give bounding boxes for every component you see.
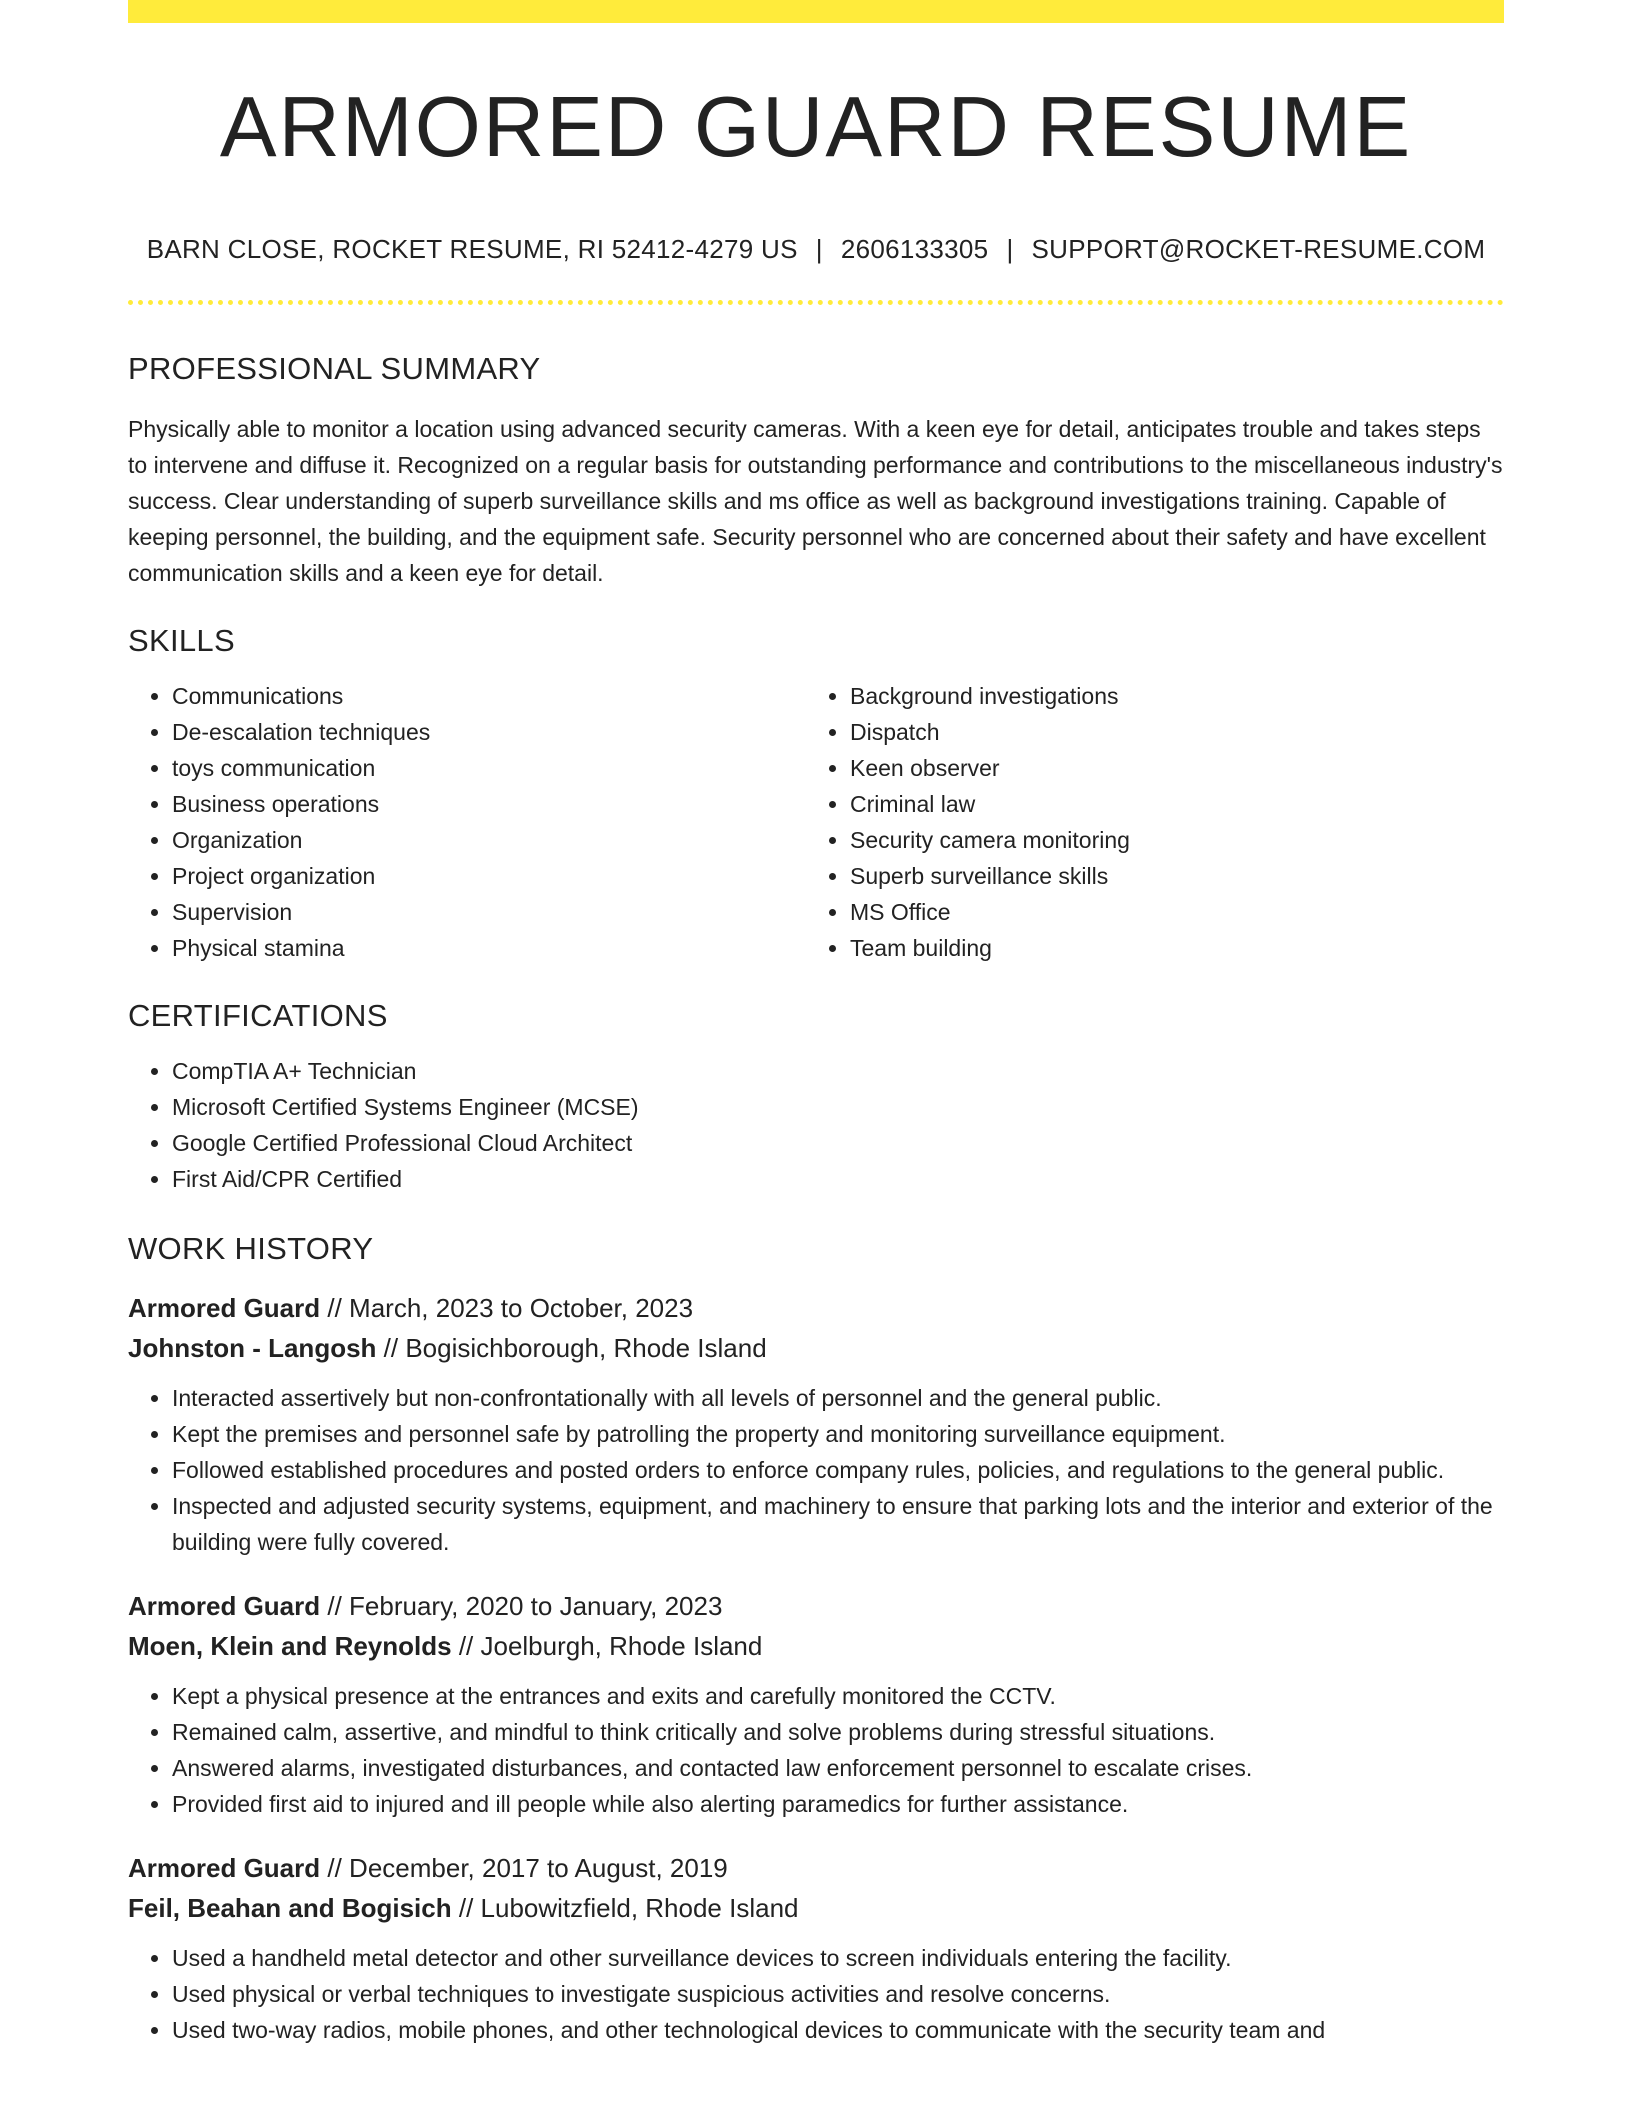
skill-item: • Physical stamina (172, 930, 806, 966)
job-bullet: • Used two-way radios, mobile phones, and other technological devices to communicate with the security team and (172, 2012, 1504, 2048)
contact-address: BARN CLOSE, ROCKET RESUME, RI 52412-4279 US (146, 234, 798, 264)
skills-list-left (128, 678, 806, 966)
skill-item: • Communications (172, 678, 806, 714)
certification-item: • CompTIA A+ Technician (172, 1053, 1504, 1089)
job-company: Feil, Beahan and Bogisich (128, 1893, 452, 1923)
skills-column-right (806, 678, 1484, 966)
job-dates: // March, 2023 to October, 2023 (320, 1293, 694, 1323)
job-bullet: • Provided first aid to injured and ill people while also alerting paramedics for further assistance. (172, 1786, 1504, 1822)
job-bullets (128, 1380, 1504, 1560)
job-location: // Bogisichborough, Rhode Island (376, 1333, 767, 1363)
skill-item: • Criminal law (850, 786, 1484, 822)
skill-item: • Dispatch (850, 714, 1484, 750)
top-accent-bar (128, 0, 1504, 23)
job-bullets (128, 1678, 1504, 1822)
skill-item: • Superb surveillance skills (850, 858, 1484, 894)
job-company-line (128, 1328, 1504, 1368)
skill-item: • De-escalation techniques (172, 714, 806, 750)
contact-line (128, 236, 1504, 262)
certification-item: • First Aid/CPR Certified (172, 1161, 1504, 1197)
certifications-heading: CERTIFICATIONS (128, 998, 388, 1033)
job-bullet: • Used a handheld metal detector and other surveillance devices to screen individuals entering the facility. (172, 1940, 1504, 1976)
skill-item: • Background investigations (850, 678, 1484, 714)
skill-item: • Keen observer (850, 750, 1484, 786)
contact-separator: | (1006, 234, 1014, 264)
certifications-list (128, 1053, 1504, 1197)
skills-heading: SKILLS (128, 623, 235, 658)
job-company-line (128, 1626, 1504, 1666)
skill-item: • Team building (850, 930, 1484, 966)
job-bullet: • Used physical or verbal techniques to investigate suspicious activities and resolve concerns. (172, 1976, 1504, 2012)
job-bullet: • Inspected and adjusted security systems, equipment, and machinery to ensure that parking lots and the interior and exterior of the building were fully covered. (172, 1488, 1504, 1560)
skill-item: • toys communication (172, 750, 806, 786)
job-dates: // February, 2020 to January, 2023 (320, 1591, 723, 1621)
job-company: Moen, Klein and Reynolds (128, 1631, 452, 1661)
job-bullet: • Kept a physical presence at the entrances and exits and carefully monitored the CCTV. (172, 1678, 1504, 1714)
certification-item: • Microsoft Certified Systems Engineer (MCSE) (172, 1089, 1504, 1125)
job-title-line (128, 1586, 1504, 1626)
contact-phone: 2606133305 (840, 234, 989, 264)
skill-item: • MS Office (850, 894, 1484, 930)
job-title-line (128, 1848, 1504, 1888)
skill-item: • Supervision (172, 894, 806, 930)
contact-separator: | (815, 234, 823, 264)
skill-item: • Project organization (172, 858, 806, 894)
job-company-line (128, 1888, 1504, 1928)
job-entry (128, 1586, 1504, 1822)
job-bullet: • Followed established procedures and posted orders to enforce company rules, policies, and regulations to the general public. (172, 1452, 1504, 1488)
skill-item: • Security camera monitoring (850, 822, 1484, 858)
job-title: Armored Guard (128, 1591, 321, 1621)
resume-page (128, 0, 1504, 2048)
job-entry (128, 1288, 1504, 1560)
certification-item: • Google Certified Professional Cloud Architect (172, 1125, 1504, 1161)
job-title-line (128, 1288, 1504, 1328)
skill-item: • Organization (172, 822, 806, 858)
job-bullet: • Remained calm, assertive, and mindful to think critically and solve problems during stressful situations. (172, 1714, 1504, 1750)
skills-column-left (128, 678, 806, 966)
summary-text: Physically able to monitor a location using advanced security cameras. With a keen eye for detail, anticipates trouble and takes steps to intervene and diffuse it. Recognized on a regular basis for outstanding performance and contributions to the miscellaneous industry's success. Clear understanding of superb surveillance skills and ms office as well as background investigations training. Capable of keeping personnel, the building, and the equipment safe. Security personnel who are concerned about their safety and have excellent communication skills and a keen eye for detail. (128, 416, 1503, 586)
job-title: Armored Guard (128, 1853, 321, 1883)
job-location: // Joelburgh, Rhode Island (451, 1631, 763, 1661)
job-bullets (128, 1940, 1504, 2048)
skills-list-right (806, 678, 1484, 966)
contact-email: SUPPORT@ROCKET-RESUME.COM (1031, 234, 1486, 264)
header-divider (128, 300, 1504, 305)
job-location: // Lubowitzfield, Rhode Island (451, 1893, 799, 1923)
job-bullet: • Kept the premises and personnel safe by patrolling the property and monitoring surveillance equipment. (172, 1416, 1504, 1452)
summary-heading: PROFESSIONAL SUMMARY (128, 351, 541, 386)
skill-item: • Business operations (172, 786, 806, 822)
work-history-heading: WORK HISTORY (128, 1231, 374, 1266)
job-dates: // December, 2017 to August, 2019 (320, 1853, 728, 1883)
job-bullet: • Answered alarms, investigated disturbances, and contacted law enforcement personnel to escalate crises. (172, 1750, 1504, 1786)
job-bullet: • Interacted assertively but non-confrontationally with all levels of personnel and the general public. (172, 1380, 1504, 1416)
job-entry (128, 1848, 1504, 2048)
resume-title: ARMORED GUARD RESUME (219, 80, 1413, 175)
job-company: Johnston - Langosh (128, 1333, 377, 1363)
job-title: Armored Guard (128, 1293, 321, 1323)
skills-grid (128, 678, 1504, 966)
